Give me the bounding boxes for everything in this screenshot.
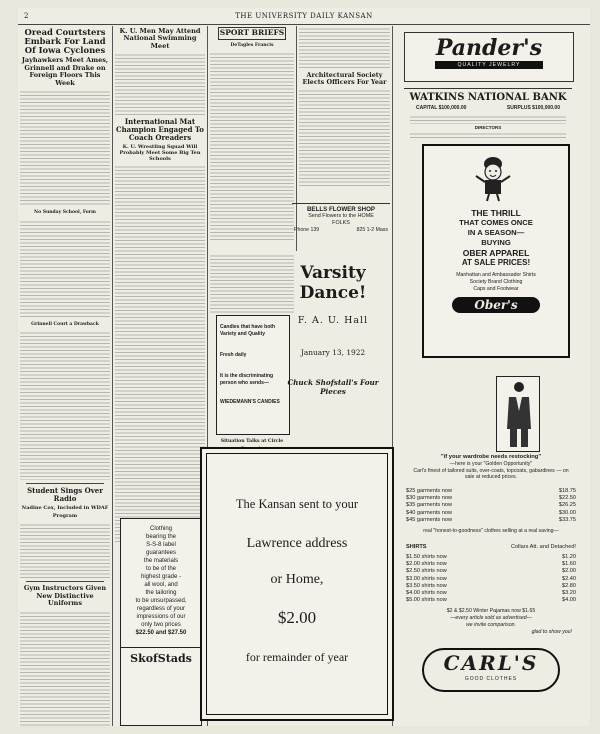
price-value: $33.75	[558, 516, 576, 523]
masthead-title: THE UNIVERSITY DAILY KANSAN	[235, 12, 373, 20]
carls-closing2: we invite comparison.	[466, 622, 516, 628]
price-item: $2.50 shirts now	[406, 568, 447, 575]
price-item: $4.00 shirts now	[406, 590, 447, 597]
kansan-subscription-ad	[200, 447, 394, 721]
obers-logo: Ober's	[452, 297, 540, 313]
watkins-bank-ad	[404, 88, 572, 139]
obers-apparel-ad	[422, 144, 570, 358]
shop-phone: Phone 139	[294, 227, 320, 233]
bank-capital: CAPITAL $100,000.00	[416, 105, 467, 111]
shop-name: BELLS FLOWER SHOP	[306, 206, 376, 213]
price-value: $1.60	[562, 561, 576, 568]
headline-gym-instructors: Gym Instructors Given New Distinctive Uniforms	[23, 584, 107, 607]
ad-line: the tailoring	[145, 590, 177, 596]
article-text	[299, 88, 390, 186]
price-value: $26.25	[558, 502, 576, 509]
carls-intro2: —here is your "Golden Opportunity"	[449, 461, 533, 467]
carls-price-list	[398, 488, 584, 524]
ad-line: all wool, and	[144, 582, 178, 588]
headline-architectural: Architectural Society Elects Officers For Year	[302, 71, 387, 87]
article-text	[299, 26, 390, 70]
varsity-venue: F. A. U. Hall	[297, 315, 369, 326]
ober-line3: IN A SEASON—	[467, 227, 525, 237]
column-rule	[112, 26, 113, 726]
price-value: $22.50	[558, 495, 576, 502]
subhead-nadine-cox: Nadine Cox, Included in WDAF Program	[21, 505, 109, 519]
ober-line5: OBER APPAREL	[462, 248, 530, 258]
ad-line: to be of the	[145, 566, 177, 572]
ad-line: only two prices	[141, 622, 181, 628]
ad-line: S-S-8 label	[146, 542, 176, 548]
byline: DeTagles Francis	[230, 42, 274, 48]
mascot-illustration	[468, 154, 518, 202]
ober-line6: AT SALE PRICES!	[461, 258, 531, 267]
article-text	[115, 52, 205, 116]
section-head: No Sunday School, Form	[34, 210, 96, 215]
headline-circle-francais: Situation Talks at Circle	[220, 439, 284, 444]
subhead-jayhawkers: Jayhawkers Meet Ames, Grinnell and Drake on Foreign Floors This Week	[21, 56, 109, 87]
price-row	[398, 576, 584, 583]
article-text	[20, 522, 110, 578]
bank-surplus: SURPLUS $100,000.00	[506, 105, 560, 111]
price-item: $25 garments now	[406, 488, 453, 494]
article-text	[20, 330, 110, 480]
price-item: $3.50 shirts now	[406, 582, 447, 589]
price-row	[398, 590, 584, 597]
price-row	[398, 502, 584, 509]
price-row	[398, 517, 584, 524]
column-4	[299, 26, 390, 186]
carls-clothing-ad	[398, 376, 584, 722]
carls-logo	[422, 648, 560, 692]
varsity-band: Chuck Shofstall's Four Pieces	[287, 378, 379, 396]
skofstads-clothing-ad	[120, 518, 202, 726]
suit-illustration	[496, 376, 540, 452]
headline-swimming-meet: K. U. Men May Attend National Swimming Meet	[119, 27, 201, 50]
shop-tagline: Send Flowers to the HOME FOLKS	[308, 213, 374, 226]
ober-line7: Manhattan and Ambassador Shirts	[456, 272, 536, 278]
subhead-wrestling: K. U. Wrestling Squad Will Probably Meet Some Big Ten Schools	[119, 144, 201, 163]
section-head: Grinnell Court a Drawback	[31, 321, 99, 327]
bank-officers	[410, 114, 566, 124]
kansan-line3: or Home,	[270, 572, 324, 587]
carls-closing3: glad to show you!	[531, 629, 572, 635]
kansan-line2: Lawrence address	[246, 536, 348, 551]
price-row	[398, 597, 584, 604]
price-value: $2.80	[562, 582, 576, 589]
ad-line: Clothing	[149, 526, 172, 532]
varsity-dance-ad	[276, 251, 390, 431]
price-value: $30.00	[558, 509, 576, 516]
price-row	[398, 583, 584, 590]
article-text	[210, 51, 294, 241]
carls-intro: "if your wardrobe needs restocking"	[440, 454, 542, 460]
ober-line2: THAT COMES ONCE	[459, 218, 533, 227]
price-row	[398, 495, 584, 502]
varsity-title: Varsity Dance!	[299, 263, 367, 303]
price-item: $5.00 shirts now	[406, 597, 447, 604]
skofstads-logo: SkofStads	[121, 647, 201, 665]
price-value: $2.40	[562, 575, 576, 582]
ad-line: bearing the	[145, 534, 177, 540]
kansan-line1: The Kansan sent to your	[235, 497, 359, 511]
shirts-heading: SHIRTS	[406, 544, 427, 550]
panders-tagline: QUALITY JEWELRY	[435, 61, 543, 69]
article-text	[115, 164, 205, 544]
ad-line: Variety and Quality	[220, 331, 266, 337]
ober-line4: BUYING	[481, 238, 511, 247]
price-row	[398, 561, 584, 568]
kansan-price: $2.00	[277, 608, 317, 627]
headline-oread-courtsters: Oread Courtsters Embark For Land Of Iowa Cyclones	[24, 27, 106, 55]
article-text	[20, 610, 110, 727]
price-value: $3.20	[562, 590, 576, 597]
carls-logo-text: CARL'S	[443, 651, 539, 675]
ad-line: It is the discriminating	[220, 373, 274, 379]
ad-line: to be unsurpassed,	[135, 598, 187, 604]
ober-line1: THE THRILL	[471, 208, 521, 218]
shirts-subheading: Collars Att. and Detached!	[511, 544, 576, 550]
ad-line: impressions of our	[136, 614, 186, 620]
headline-student-sings: Student Sings Over Radio	[27, 486, 103, 503]
headline-mat-champion: International Mat Champion Engaged To Coach Oreaders	[116, 117, 204, 143]
bank-directors-list	[410, 131, 566, 139]
price-item: $2.00 shirts now	[406, 561, 447, 568]
ad-brand: WIEDEMANN'S CANDIES	[220, 399, 280, 405]
column-1	[20, 26, 110, 726]
ad-line: the materials	[143, 558, 179, 564]
carls-mid: real "honest-to-goodness" clothes selling at a real saving—	[423, 528, 559, 534]
newspaper-page	[18, 8, 590, 726]
panders-logo: Pander's	[435, 35, 543, 61]
ober-line8: Society Brand Clothing	[469, 279, 523, 285]
ad-line: regardless of your	[136, 606, 186, 612]
price-item: $3.00 shirts now	[406, 575, 447, 582]
price-value: $18.75	[558, 488, 576, 494]
panders-jewelry-ad	[404, 32, 574, 82]
price-value: $2.00	[562, 568, 576, 575]
ober-line9: Caps and Footwear	[473, 286, 519, 292]
price-row	[398, 554, 584, 561]
carls-closing1: —every article sold as advertised—	[450, 615, 532, 621]
kansan-line4: for remainder of year	[245, 650, 349, 664]
ad-line: highest grade -	[140, 574, 182, 580]
bells-flower-shop-ad	[292, 203, 390, 244]
price-row	[398, 488, 584, 495]
price-row	[398, 510, 584, 517]
masthead	[18, 8, 590, 25]
varsity-date: January 13, 1922	[300, 348, 366, 357]
price-value: $4.00	[562, 597, 576, 604]
price-item: $30 garments now	[406, 495, 453, 502]
price-item: $45 garments now	[406, 516, 453, 523]
carls-intro3: Carl's finest of tailored suits, over-coats, topcoats, gabardines — on sale at reduced prices.	[413, 467, 569, 481]
column-3	[210, 26, 294, 251]
carls-shirt-list	[398, 554, 584, 604]
price-row	[398, 568, 584, 575]
ad-line: Candies that have both	[220, 324, 276, 330]
ad-line: person who sends—	[220, 380, 269, 386]
bank-directors: DIRECTORS	[474, 125, 502, 130]
price-item: $35 garments now	[406, 502, 453, 509]
article-text	[20, 89, 110, 207]
ad-line: Fresh daily	[220, 352, 247, 358]
carls-pajamas: $2 & $2.50 Winter Pajamas now $1.65	[446, 608, 536, 614]
headline-sport-briefs: SPORT BRIEFS	[218, 27, 286, 40]
carls-logo-sub: GOOD CLOTHES	[464, 676, 518, 682]
shop-address: 825 1-2 Mass	[356, 227, 388, 233]
page-number: 2	[24, 12, 29, 20]
ad-prices: $22.50 and $27.50	[135, 630, 187, 636]
ad-line: guarantees	[145, 550, 177, 556]
article-text	[20, 219, 110, 319]
price-value: $1.20	[562, 554, 576, 560]
price-item: $1.50 shirts now	[406, 554, 447, 560]
price-item: $40 garments now	[406, 509, 453, 516]
bank-name: WATKINS NATIONAL BANK	[409, 92, 567, 103]
